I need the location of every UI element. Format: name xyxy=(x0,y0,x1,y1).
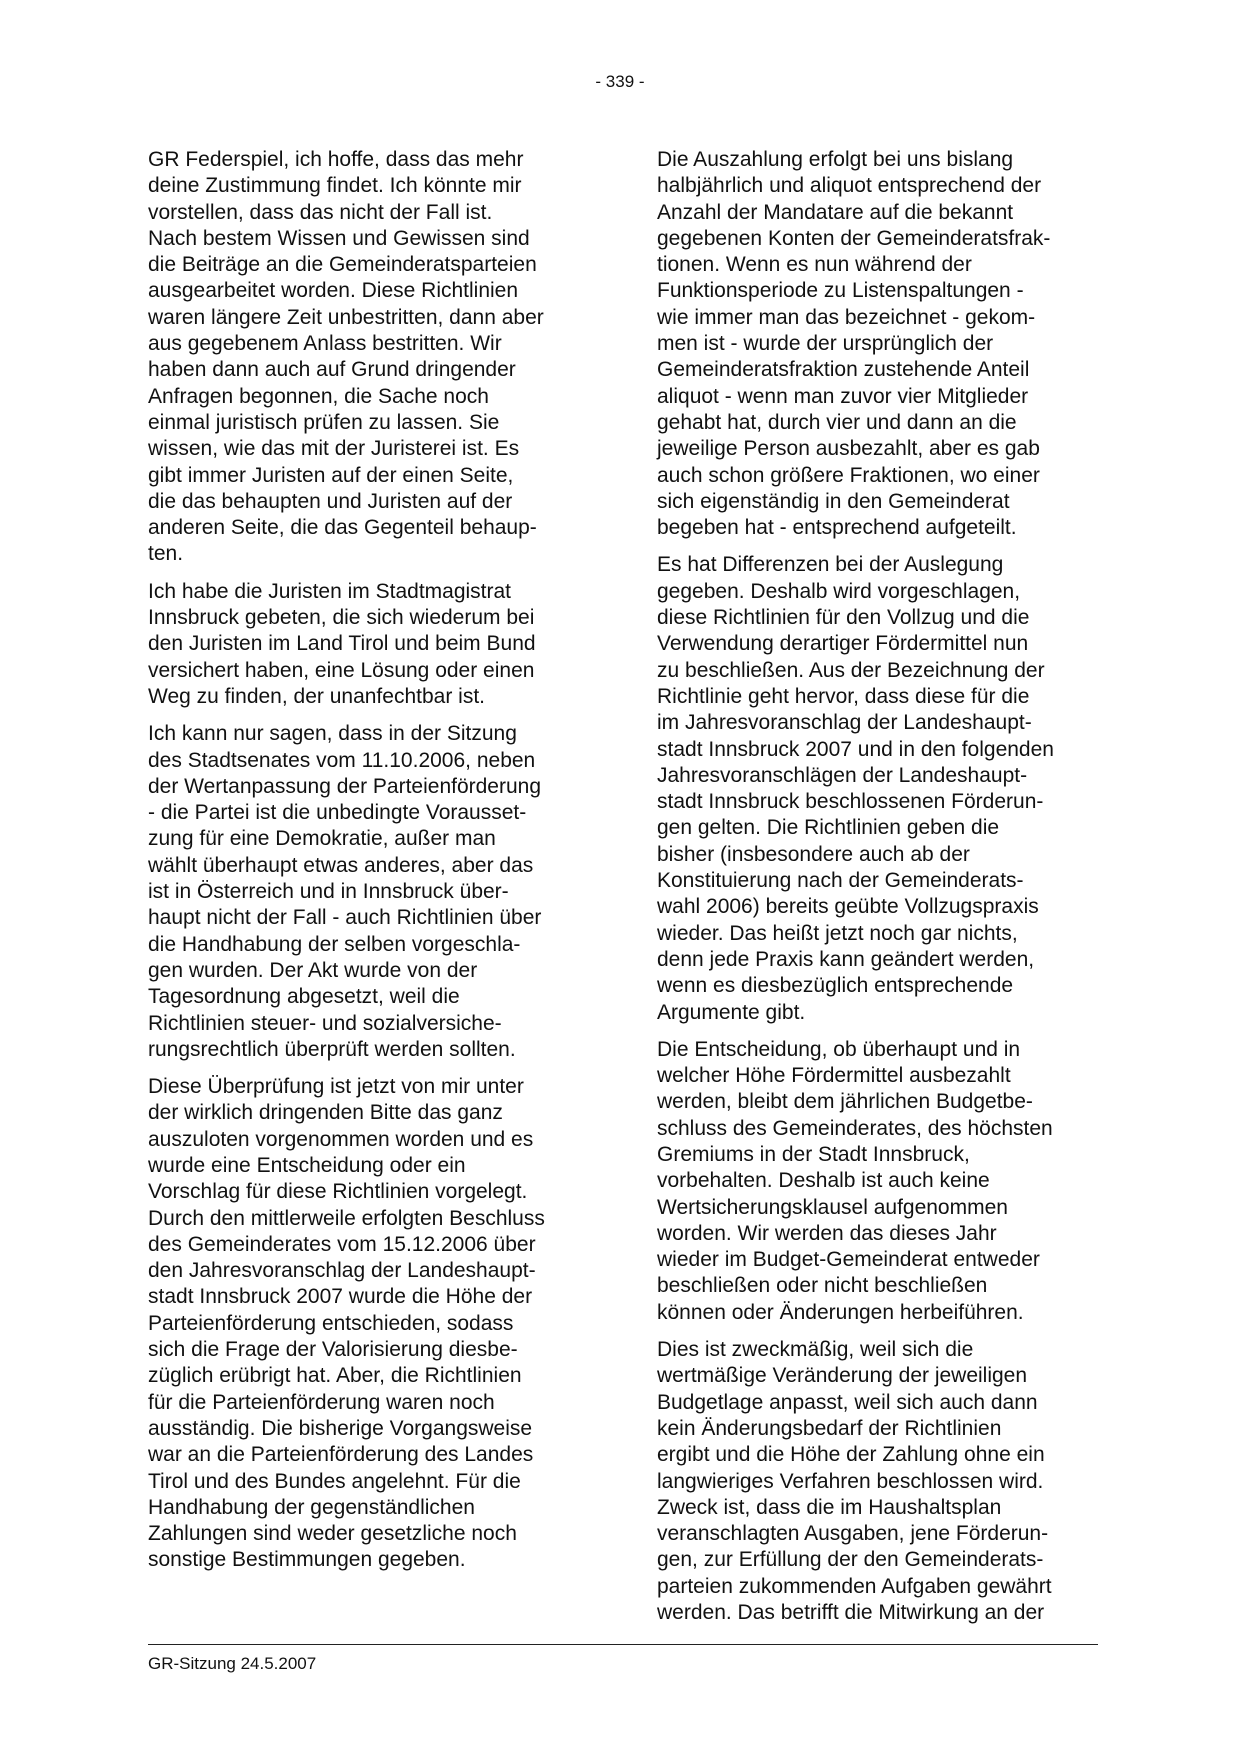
paragraph: Es hat Differenzen bei der Auslegung gegeben. Deshalb wird vorgeschlagen, diese Richtlinien für den Vollzug und die Verwendung derartiger Fördermittel nun zu beschließen. Aus der Bezeichnung der Richtlinie geht hervor, dass diese für die im Jahresvoranschlag der Landeshaupt- stadt Innsbruck 2007 und in den folgenden Jahresvoranschlägen der Landeshaupt- stadt Innsbruck beschlossenen Förderun- gen gelten. Die Richtlinien geben die bisher (insbesondere auch ab der Konstituierung nach der Gemeinderats- wahl 2006) bereits geübte Vollzugspraxis wieder. Das heißt jetzt noch gar nichts, denn jede Praxis kann geändert werden, wenn es diesbezüglich entsprechende Argumente gibt. xyxy=(657,553,1054,1024)
footer-session-date: GR-Sitzung 24.5.2007 xyxy=(148,1654,317,1673)
page-number: - 339 - xyxy=(595,72,645,91)
paragraph: Die Entscheidung, ob überhaupt und in welcher Höhe Fördermittel ausbezahlt werden, bleibt dem jährlichen Budgetbe- schluss des Gemeinderates, des höchsten Gremiums in der Stadt Innsbruck, vorbehalten. Deshalb ist auch keine Wertsicherungsklausel aufgenommen worden. Wir werden das dieses Jahr wieder im Budget-Gemeinderat entweder beschließen oder nicht beschließen können oder Änderungen herbeiführen. xyxy=(657,1037,1053,1324)
paragraph: GR Federspiel, ich hoffe, dass das mehr deine Zustimmung findet. Ich könnte mir vorstellen, dass das nicht der Fall ist. Nach bestem Wissen und Gewissen sind die Beiträge an die Gemeinderatsparteien ausgearbeitet worden. Diese Richtlinien waren längere Zeit unbestritten, dann aber aus gegebenem Anlass bestritten. Wir haben dann auch auf Grund dringender Anfragen begonnen, die Sache noch einmal juristisch prüfen zu lassen. Sie wissen, wie das mit der Juristerei ist. Es gibt immer Juristen auf der einen Seite, die das behaupten und Juristen auf der anderen Seite, die das Gegenteil behaup- ten. xyxy=(148,148,544,566)
paragraph: Ich kann nur sagen, dass in der Sitzung des Stadtsenates vom 11.10.2006, neben der Wertanpassung der Parteienförderung - die Partei ist die unbedingte Vorausset- zung für eine Demokratie, außer man wählt überhaupt etwas anderes, aber das ist in Österreich und in Innsbruck über- haupt nicht der Fall - auch Richtlinien über die Handhabung der selben vorgeschla- gen wurden. Der Akt wurde von der Tagesordnung abgesetzt, weil die Richtlinien steuer- und sozialversiche- rungsrechtlich überprüft werden sollten. xyxy=(148,722,542,1061)
paragraph: Die Auszahlung erfolgt bei uns bislang halbjährlich und aliquot entsprechend der Anzahl der Mandatare auf die bekannt gegebenen Konten der Gemeinderatsfrak- tionen. Wenn es nun während der Funktionsperiode zu Listenspaltungen - wie immer man das bezeichnet - gekom- men ist - wurde der ursprünglich der Gemeinderatsfraktion zustehende Anteil aliquot - wenn man zuvor vier Mitglieder gehabt hat, durch vier und dann an die jeweilige Person ausbezahlt, aber es gab auch schon größere Fraktionen, wo einer sich eigenständig in den Gemeinderat begeben hat - entsprechend aufgeteilt. xyxy=(657,148,1051,540)
left-text-column xyxy=(148,147,592,1585)
paragraph: Ich habe die Juristen im Stadtmagistrat Innsbruck gebeten, die sich wiederum bei den Juristen im Land Tirol und beim Bund versichert haben, eine Lösung oder einen Weg zu finden, der unanfechtbar ist. xyxy=(148,579,536,708)
paragraph: Dies ist zweckmäßig, weil sich die wertmäßige Veränderung der jeweiligen Budgetlage anpasst, weil sich auch dann kein Änderungsbedarf der Richtlinien ergibt und die Höhe der Zahlung ohne ein langwieriges Verfahren beschlossen wird. Zweck ist, dass die im Haushaltsplan veranschlagten Ausgaben, jene Förderun- gen, zur Erfüllung der den Gemeinderats- parteien zukommenden Aufgaben gewährt werden. Das betrifft die Mitwirkung an der xyxy=(657,1338,1052,1625)
paragraph: Diese Überprüfung ist jetzt von mir unter der wirklich dringenden Bitte das ganz auszuloten vorgenommen worden und es wurde eine Entscheidung oder ein Vorschlag für diese Richtlinien vorgelegt. Durch den mittlerweile erfolgten Beschluss des Gemeinderates vom 15.12.2006 über den Jahresvoranschlag der Landeshaupt- stadt Innsbruck 2007 wurde die Höhe der Parteienförderung entschieden, sodass sich die Frage der Valorisierung diesbe- züglich erübrigt hat. Aber, die Richtlinien für die Parteienförderung waren noch ausständig. Die bisherige Vorgangsweise war an die Parteienförderung des Landes Tirol und des Bundes angelehnt. Für die Handhabung der gegenständlichen Zahlungen sind weder gesetzliche noch sonstige Bestimmungen gegeben. xyxy=(148,1075,545,1572)
footer-divider xyxy=(148,1644,1098,1645)
right-text-column xyxy=(657,147,1101,1637)
